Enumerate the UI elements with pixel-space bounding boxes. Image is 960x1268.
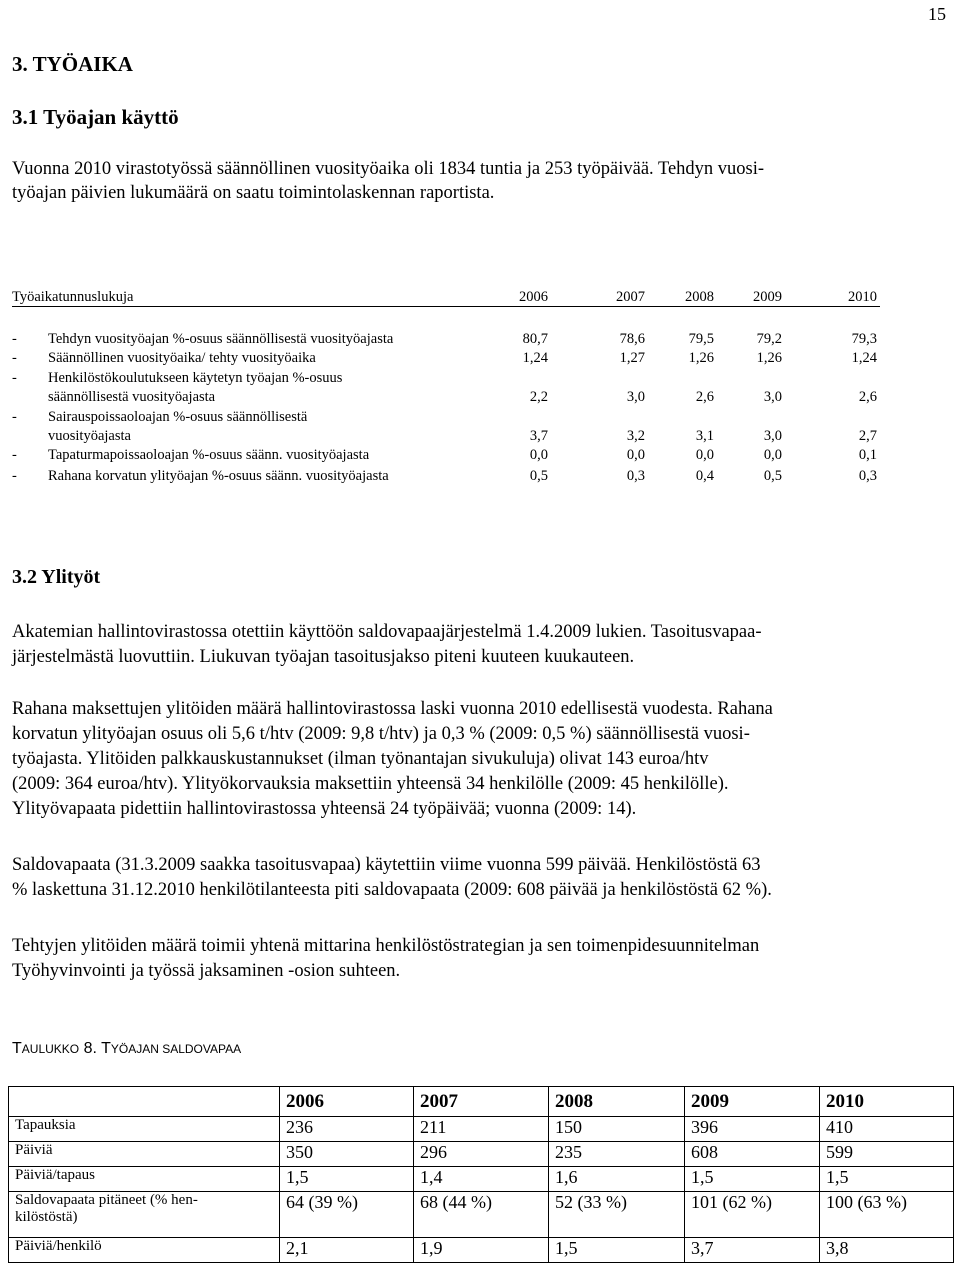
table-cell: 78,6 <box>619 331 645 347</box>
section-heading-work-time-use: 3.1 Työajan käyttö <box>12 105 179 129</box>
row-label: Päiviä/henkilö <box>9 1238 280 1263</box>
row-label <box>9 1192 280 1238</box>
paragraph-line: Ylityövapaata pidettiin hallintovirastossa yhteensä 24 työpäivää; vuonna (2009: 14). <box>12 799 637 819</box>
table-cell: 79,3 <box>851 331 877 347</box>
caption-part: 8. T <box>79 1040 111 1057</box>
row-label: Päiviä <box>9 1142 280 1167</box>
table-cell: 100 (63 %) <box>820 1192 954 1238</box>
intro-line-2: työajan päivien lukumäärä on saatu toimintolaskennan raportista. <box>12 183 495 203</box>
row-label: Sairauspoissaoloajan %-osuus säännöllisestä <box>48 409 308 425</box>
table-cell: 296 <box>414 1142 549 1167</box>
table-cell: 1,24 <box>851 350 877 366</box>
table-cell: 3,2 <box>626 428 645 444</box>
paragraph-line: työajasta. Ylitöiden palkkauskustannukset (ilman työnantajan sivukuluja) olivat 143 euroa/htv <box>12 749 709 769</box>
chapter-heading: 3. TYÖAIKA <box>12 52 133 76</box>
year-header: 2009 <box>753 289 782 305</box>
row-label-continuation: säännöllisestä vuosityöajasta <box>48 389 216 405</box>
table-row <box>9 1167 954 1192</box>
table-cell: 0,5 <box>529 468 548 484</box>
paragraph-line: Tehtyjen ylitöiden määrä toimii yhtenä mittarina henkilöstöstrategian ja sen toimenpidesuunnitelman <box>12 936 760 956</box>
table-cell: 2,6 <box>858 389 877 405</box>
row-label-continuation: vuosityöajasta <box>48 428 131 444</box>
paragraph-line: Saldovapaata (31.3.2009 saakka tasoitusvapaa) käytettiin viime vuonna 599 päivää. Henkilöstöstä 63 <box>12 855 761 875</box>
table-cell: 1,5 <box>280 1167 414 1192</box>
table-cell: 52 (33 %) <box>549 1192 685 1238</box>
row-dash: - <box>12 350 17 366</box>
row-label-line: kilöstöstä) <box>15 1209 78 1225</box>
table-cell: 3,0 <box>763 428 782 444</box>
row-dash: - <box>12 447 17 463</box>
table-row <box>12 466 882 486</box>
year-header: 2008 <box>685 289 714 305</box>
year-header: 2007 <box>616 289 645 305</box>
paragraph-line: (2009: 364 euroa/htv). Ylityökorvauksia maksettiin yhteensä 34 henkilölle (2009: 45 henkilölle). <box>12 774 729 794</box>
row-label: Päiviä/tapaus <box>9 1167 280 1192</box>
table-row <box>9 1142 954 1167</box>
year-header: 2006 <box>519 289 548 305</box>
table-cell: 2,6 <box>695 389 714 405</box>
table-caption <box>12 1040 241 1058</box>
table-row <box>12 445 882 465</box>
caption-part: YÖAJAN SALDOVAPAA <box>110 1042 242 1056</box>
year-header: 2010 <box>848 289 877 305</box>
paragraph-line: järjestelmästä luovuttiin. Liukuvan työajan tasoitusjakso piteni kuuteen kuukauteen. <box>12 647 635 667</box>
year-header: 2007 <box>414 1087 549 1117</box>
table-cell: 3,0 <box>626 389 645 405</box>
table-cell: 79,2 <box>756 331 782 347</box>
row-dash: - <box>12 409 17 425</box>
table-row-continuation <box>12 387 882 407</box>
paragraph-line: Rahana maksettujen ylitöiden määrä hallintovirastossa laski vuonna 2010 edellisestä vuodesta. Rahana <box>12 699 773 719</box>
table-cell: 0,1 <box>858 447 877 463</box>
table-cell: 68 (44 %) <box>414 1192 549 1238</box>
table-cell: 236 <box>280 1117 414 1142</box>
table-cell: 1,26 <box>688 350 714 366</box>
table-cell: 1,4 <box>414 1167 549 1192</box>
table-cell: 0,0 <box>529 447 548 463</box>
row-dash: - <box>12 370 17 386</box>
row-dash: - <box>12 331 17 347</box>
table-cell: 1,5 <box>549 1238 685 1263</box>
table-cell: 0,3 <box>626 468 645 484</box>
table-cell: 2,7 <box>858 428 877 444</box>
year-header: 2008 <box>549 1087 685 1117</box>
table-cell: 1,9 <box>414 1238 549 1263</box>
table-header-row <box>9 1087 954 1117</box>
table-cell: 3,7 <box>529 428 548 444</box>
table-cell: 608 <box>685 1142 820 1167</box>
table-cell: 1,5 <box>685 1167 820 1192</box>
table-row <box>12 407 882 427</box>
table-cell: 0,4 <box>695 468 714 484</box>
row-label: Tehdyn vuosityöajan %-osuus säännöllisestä vuosityöajasta <box>48 331 394 347</box>
table-cell: 235 <box>549 1142 685 1167</box>
year-header: 2010 <box>820 1087 954 1117</box>
intro-line-1: Vuonna 2010 virastotyössä säännöllinen vuosityöaika oli 1834 tuntia ja 253 työpäivää. Tehdyn vuosi- <box>12 159 765 179</box>
page-number: 15 <box>928 4 946 24</box>
table-row <box>12 329 882 349</box>
table-row-continuation <box>12 426 882 446</box>
table-cell: 0,3 <box>858 468 877 484</box>
paragraph-line: % laskettuna 31.12.2010 henkilötilanteesta piti saldovapaata (2009: 608 päivää ja henkilöstöstä 62 %). <box>12 880 772 900</box>
header-underline <box>12 306 880 307</box>
table-cell: 410 <box>820 1117 954 1142</box>
year-header: 2006 <box>280 1087 414 1117</box>
caption-part: AULUKKO <box>21 1042 80 1056</box>
row-label: Rahana korvatun ylityöajan %-osuus säänn. vuosityöajasta <box>48 468 389 484</box>
caption-part: T <box>12 1040 22 1057</box>
table-cell: 64 (39 %) <box>280 1192 414 1238</box>
section-heading-overtime: 3.2 Ylityöt <box>12 566 101 588</box>
table-cell: 2,1 <box>280 1238 414 1263</box>
paragraph-line: Työhyvinvointi ja työssä jaksaminen -osion suhteen. <box>12 961 401 981</box>
row-label-line: Saldovapaata pitäneet (% hen- <box>15 1192 198 1208</box>
table-cell: 0,5 <box>763 468 782 484</box>
table-cell: 2,2 <box>529 389 548 405</box>
table-row <box>9 1117 954 1142</box>
table-cell: 1,6 <box>549 1167 685 1192</box>
paragraph-line: Akatemian hallintovirastossa otettiin käyttöön saldovapaajärjestelmä 1.4.2009 lukien. Tasoitusvapaa- <box>12 622 762 642</box>
paragraph-line: korvatun ylityöajan osuus oli 5,6 t/htv (2009: 9,8 t/htv) ja 0,3 % (2009: 0,5 %) säännöllisestä vuosi- <box>12 724 750 744</box>
saldo-table <box>8 1086 954 1263</box>
table-cell: 1,27 <box>619 350 645 366</box>
table-cell: 1,24 <box>522 350 548 366</box>
table-cell: 3,1 <box>695 428 714 444</box>
table-cell: 396 <box>685 1117 820 1142</box>
table-row <box>12 348 882 368</box>
table-cell: 0,0 <box>695 447 714 463</box>
table-cell: 1,5 <box>820 1167 954 1192</box>
table-row <box>12 368 882 388</box>
table-cell: 1,26 <box>756 350 782 366</box>
table-cell: 80,7 <box>522 331 548 347</box>
row-dash: - <box>12 468 17 484</box>
table-cell: 350 <box>280 1142 414 1167</box>
table-row <box>9 1192 954 1238</box>
table-cell: 0,0 <box>626 447 645 463</box>
empty-header-cell <box>9 1087 280 1117</box>
table-cell: 3,0 <box>763 389 782 405</box>
row-label: Tapauksia <box>9 1117 280 1142</box>
table-cell: 79,5 <box>688 331 714 347</box>
table-cell: 3,8 <box>820 1238 954 1263</box>
table-cell: 211 <box>414 1117 549 1142</box>
row-label: Henkilöstökoulutukseen käytetyn työajan %-osuus <box>48 370 343 386</box>
table-cell: 3,7 <box>685 1238 820 1263</box>
table-cell: 599 <box>820 1142 954 1167</box>
row-label: Tapaturmapoissaoloajan %-osuus säänn. vuosityöajasta <box>48 447 370 463</box>
worktime-table-title: Työaikatunnuslukuja <box>12 289 134 305</box>
table-cell: 0,0 <box>763 447 782 463</box>
table-row <box>9 1238 954 1263</box>
row-label: Säännöllinen vuosityöaika/ tehty vuosityöaika <box>48 350 316 366</box>
table-cell: 150 <box>549 1117 685 1142</box>
worktime-table-header <box>12 287 882 307</box>
year-header: 2009 <box>685 1087 820 1117</box>
table-cell: 101 (62 %) <box>685 1192 820 1238</box>
